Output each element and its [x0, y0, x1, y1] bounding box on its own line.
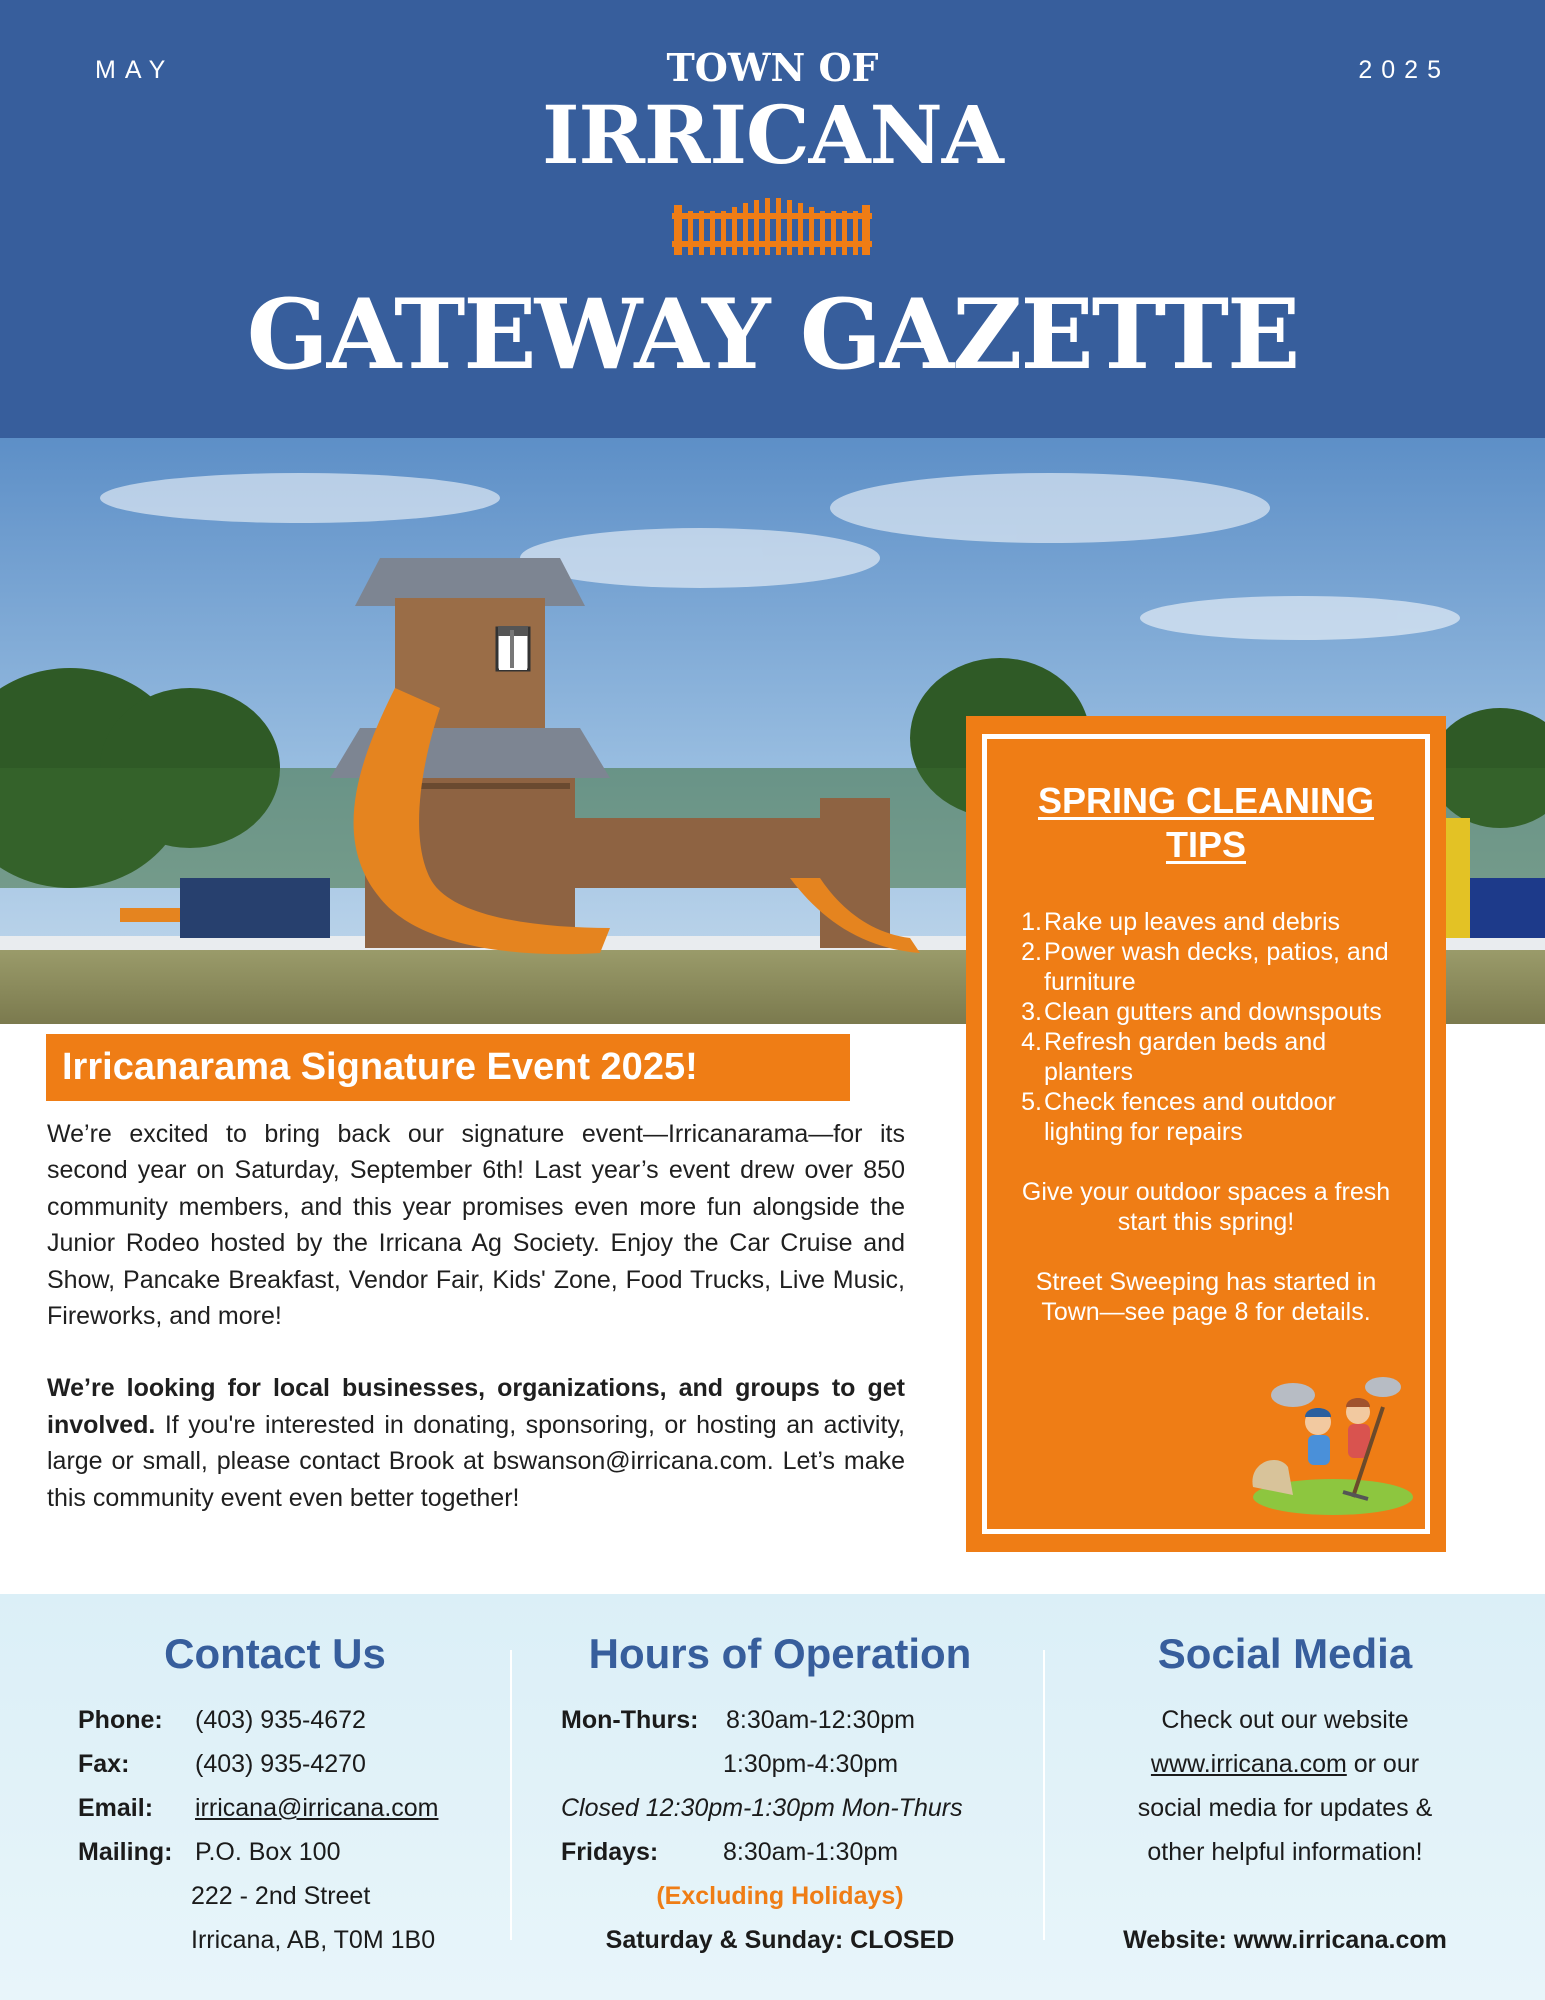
tips-title: SPRING CLEANING TIPS: [1037, 780, 1375, 865]
phone-label: Phone:: [78, 1706, 163, 1734]
lunch-closed-note: Closed 12:30pm-1:30pm Mon-Thurs: [561, 1794, 963, 1822]
email-label: Email:: [78, 1794, 154, 1822]
mailing-line1: P.O. Box 100: [195, 1838, 341, 1866]
column-divider: [510, 1650, 512, 1940]
masthead: [0, 0, 1545, 438]
social-text-line2: www.irricana.com or our: [1150, 1750, 1420, 1778]
newsletter-title: GATEWAY GAZETTE: [246, 278, 1299, 391]
holidays-note: (Excluding Holidays): [656, 1882, 904, 1910]
mailing-line3: Irricana, AB, T0M 1B0: [191, 1926, 436, 1954]
street-sweeping-note: Street Sweeping has started in Town—see page 8 for details.: [1035, 1268, 1377, 1326]
list-item: 3. Clean gutters and downspouts: [1021, 998, 1382, 1026]
social-text-line1: Check out our website: [1161, 1706, 1409, 1734]
town-of-label: TOWN OF: [666, 45, 879, 90]
phone-value: (403) 935-4672: [195, 1706, 366, 1734]
column-divider: [1043, 1650, 1045, 1940]
issue-year: 2025: [1358, 56, 1450, 84]
list-item: 5. Check fences and outdoor lighting for repairs: [1021, 1088, 1336, 1146]
list-item: 1. Rake up leaves and debris: [1021, 908, 1341, 936]
weekend-hours: Saturday & Sunday: CLOSED: [605, 1926, 955, 1954]
social-text-line4: other helpful information!: [1147, 1838, 1423, 1866]
tips-note: Give your outdoor spaces a fresh start this spring!: [1021, 1178, 1391, 1236]
mon-thurs-label: Mon-Thurs:: [561, 1706, 699, 1734]
email-link[interactable]: irricana@irricana.com: [195, 1794, 439, 1822]
mailing-line2: 222 - 2nd Street: [191, 1882, 371, 1910]
social-text-line3: social media for updates &: [1137, 1794, 1433, 1822]
hours-heading: Hours of Operation: [588, 1630, 972, 1677]
tips-list: [1009, 907, 1403, 1147]
fax-value: (403) 935-4270: [195, 1750, 366, 1778]
mailing-label: Mailing:: [78, 1838, 173, 1866]
mon-thurs-afternoon: 1:30pm-4:30pm: [723, 1750, 899, 1778]
footer: [0, 1594, 1545, 2000]
gardening-kids-illustration: [1233, 1367, 1413, 1517]
list-item: 2. Power wash decks, patios, and furniture: [1021, 938, 1389, 996]
mon-thurs-morning: 8:30am-12:30pm: [726, 1706, 916, 1734]
website-link[interactable]: www.irricana.com: [1150, 1750, 1347, 1778]
fridays-label: Fridays:: [561, 1838, 659, 1866]
event-article: [47, 1116, 905, 1516]
issue-month: MAY: [95, 56, 175, 84]
website-label: Website: www.irricana.com: [1123, 1926, 1447, 1954]
fridays-hours: 8:30am-1:30pm: [723, 1838, 899, 1866]
town-name: IRRICANA: [542, 88, 1003, 182]
fax-label: Fax:: [78, 1750, 130, 1778]
event-paragraph: We’re excited to bring back our signature event—Irricanarama—for its second year on Saturday, September 6th! Last year’s event drew over 850 community members, and this year promises even more fun alongside the Junior Rodeo hosted by the Irricana Ag Society. Enjoy the Car Cruise and Show, Pancake Breakfast, Vendor Fair, Kids' Zone, Food Trucks, Live Music, Fireworks, and more!: [47, 1120, 905, 1331]
event-call-to-action: We’re looking for local businesses, organizations, and groups to get involved. If you're interested in donating, sponsoring, or hosting an activity, large or small, please contact Brook at bswanson@irricana.com. Let’s make this community event even better together!: [47, 1374, 905, 1512]
fence-icon: [672, 197, 872, 255]
list-item: 4. Refresh garden beds and planters: [1021, 1028, 1327, 1086]
social-heading: Social Media: [1157, 1630, 1413, 1677]
spring-cleaning-box: [966, 716, 1446, 1552]
contact-heading: Contact Us: [164, 1630, 386, 1677]
event-heading: Irricanarama Signature Event 2025!: [46, 1034, 850, 1101]
